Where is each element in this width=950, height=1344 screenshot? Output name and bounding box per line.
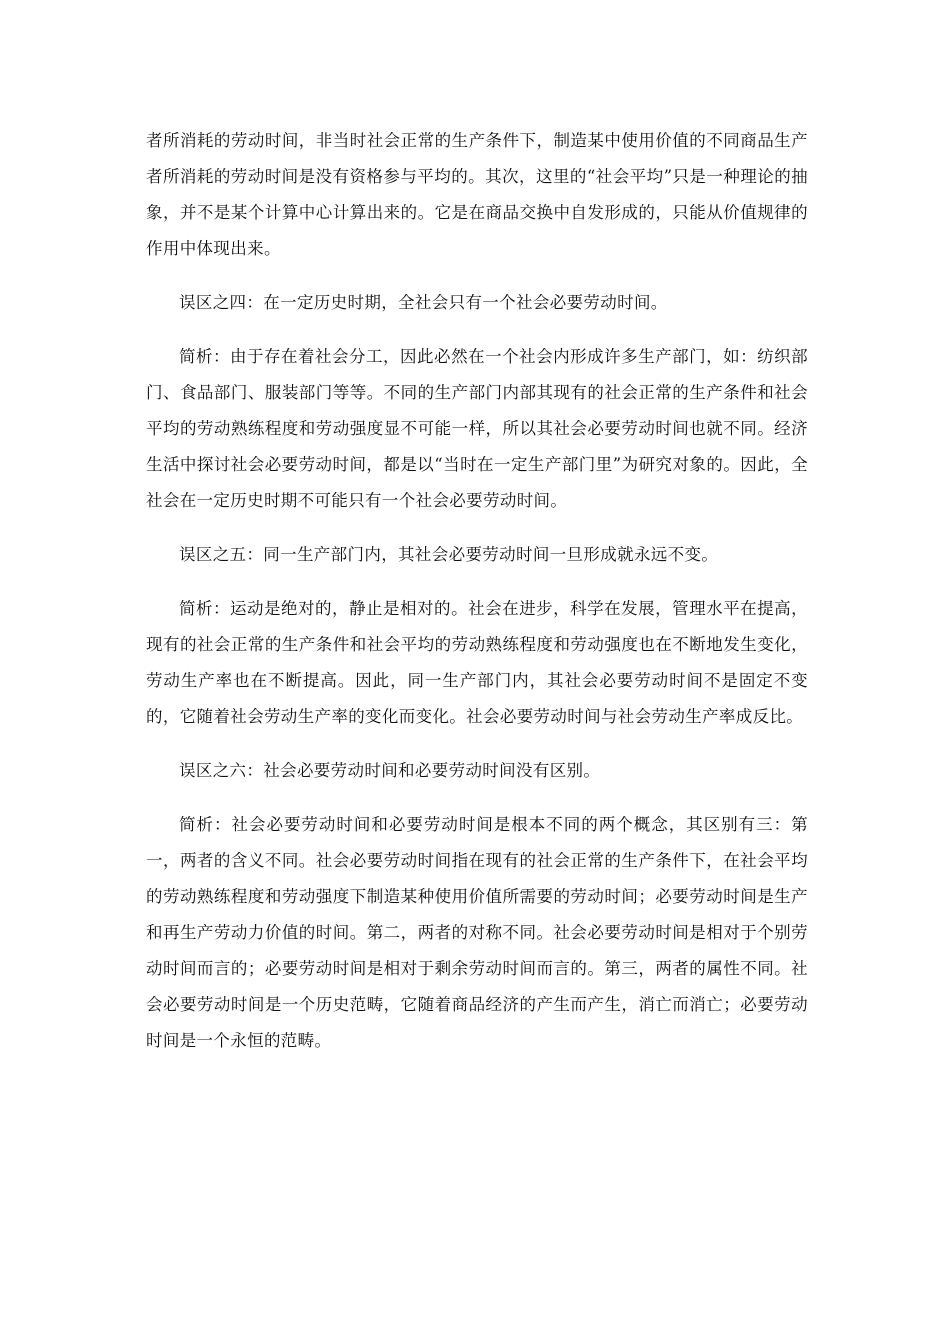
paragraph-continued-text: 者所消耗的劳动时间，非当时社会正常的生产条件下，制造某中使用价值的不同商品生产者所消耗的劳动时间是没有资格参与平均的。其次，这里的“社会平均”只是一种理论的抽象，并不是某个计算中心计算出来的。它是在商品交换中自发形成的，只能从价值规律的作用中体现出来。: [146, 131, 808, 258]
paragraph-misconception-4: 误区之四：在一定历史时期，全社会只有一个社会必要劳动时间。: [179, 293, 668, 312]
paragraph-analysis-5: 简析：运动是绝对的，静止是相对的。社会在进步，科学在发展，管理水平在提高，现有的社会正常的生产条件和社会平均的劳动熟练程度和劳动强度也在不断地发生变化，劳动生产率也在不断提高。因此，同一生产部门内，其社会必要劳动时间不是固定不变的，它随着社会劳动生产率的变化而变化。社会必要劳动时间与社会劳动生产率成反比。: [146, 599, 808, 726]
paragraph-analysis-4: 简析：由于存在着社会分工，因此必然在一个社会内形成许多生产部门，如：纺织部门、食品部门、服装部门等等。不同的生产部门内部其现有的社会正常的生产条件和社会平均的劳动熟练程度和劳动强度显不可能一样，所以其社会必要劳动时间也就不同。经济生活中探讨社会必要劳动时间，都是以“当时在一定生产部门里”为研究对象的。因此，全社会在一定历史时期不可能只有一个社会必要劳动时间。: [146, 347, 808, 510]
paragraph-analysis-6: 简析：社会必要劳动时间和必要劳动时间是根本不同的两个概念，其区别有三：第一，两者的含义不同。社会必要劳动时间指在现有的社会正常的生产条件下，在社会平均的劳动熟练程度和劳动强度下制造某种使用价值所需要的劳动时间；必要劳动时间是生产和再生产劳动力价值的时间。第二，两者的对称不同。社会必要劳动时间是相对于个别劳动时间而言的；必要劳动时间是相对于剩余劳动时间而言的。第三，两者的属性不同。社会必要劳动时间是一个历史范畴，它随着商品经济的产生而产生，消亡而消亡；必要劳动时间是一个永恒的范畴。: [146, 815, 808, 1050]
document-page: [146, 123, 808, 1077]
paragraph-misconception-6: 误区之六：社会必要劳动时间和必要劳动时间没有区别。: [179, 761, 601, 780]
paragraph-misconception-5: 误区之五：同一生产部门内，其社会必要劳动时间一旦形成就永远不变。: [179, 545, 719, 564]
